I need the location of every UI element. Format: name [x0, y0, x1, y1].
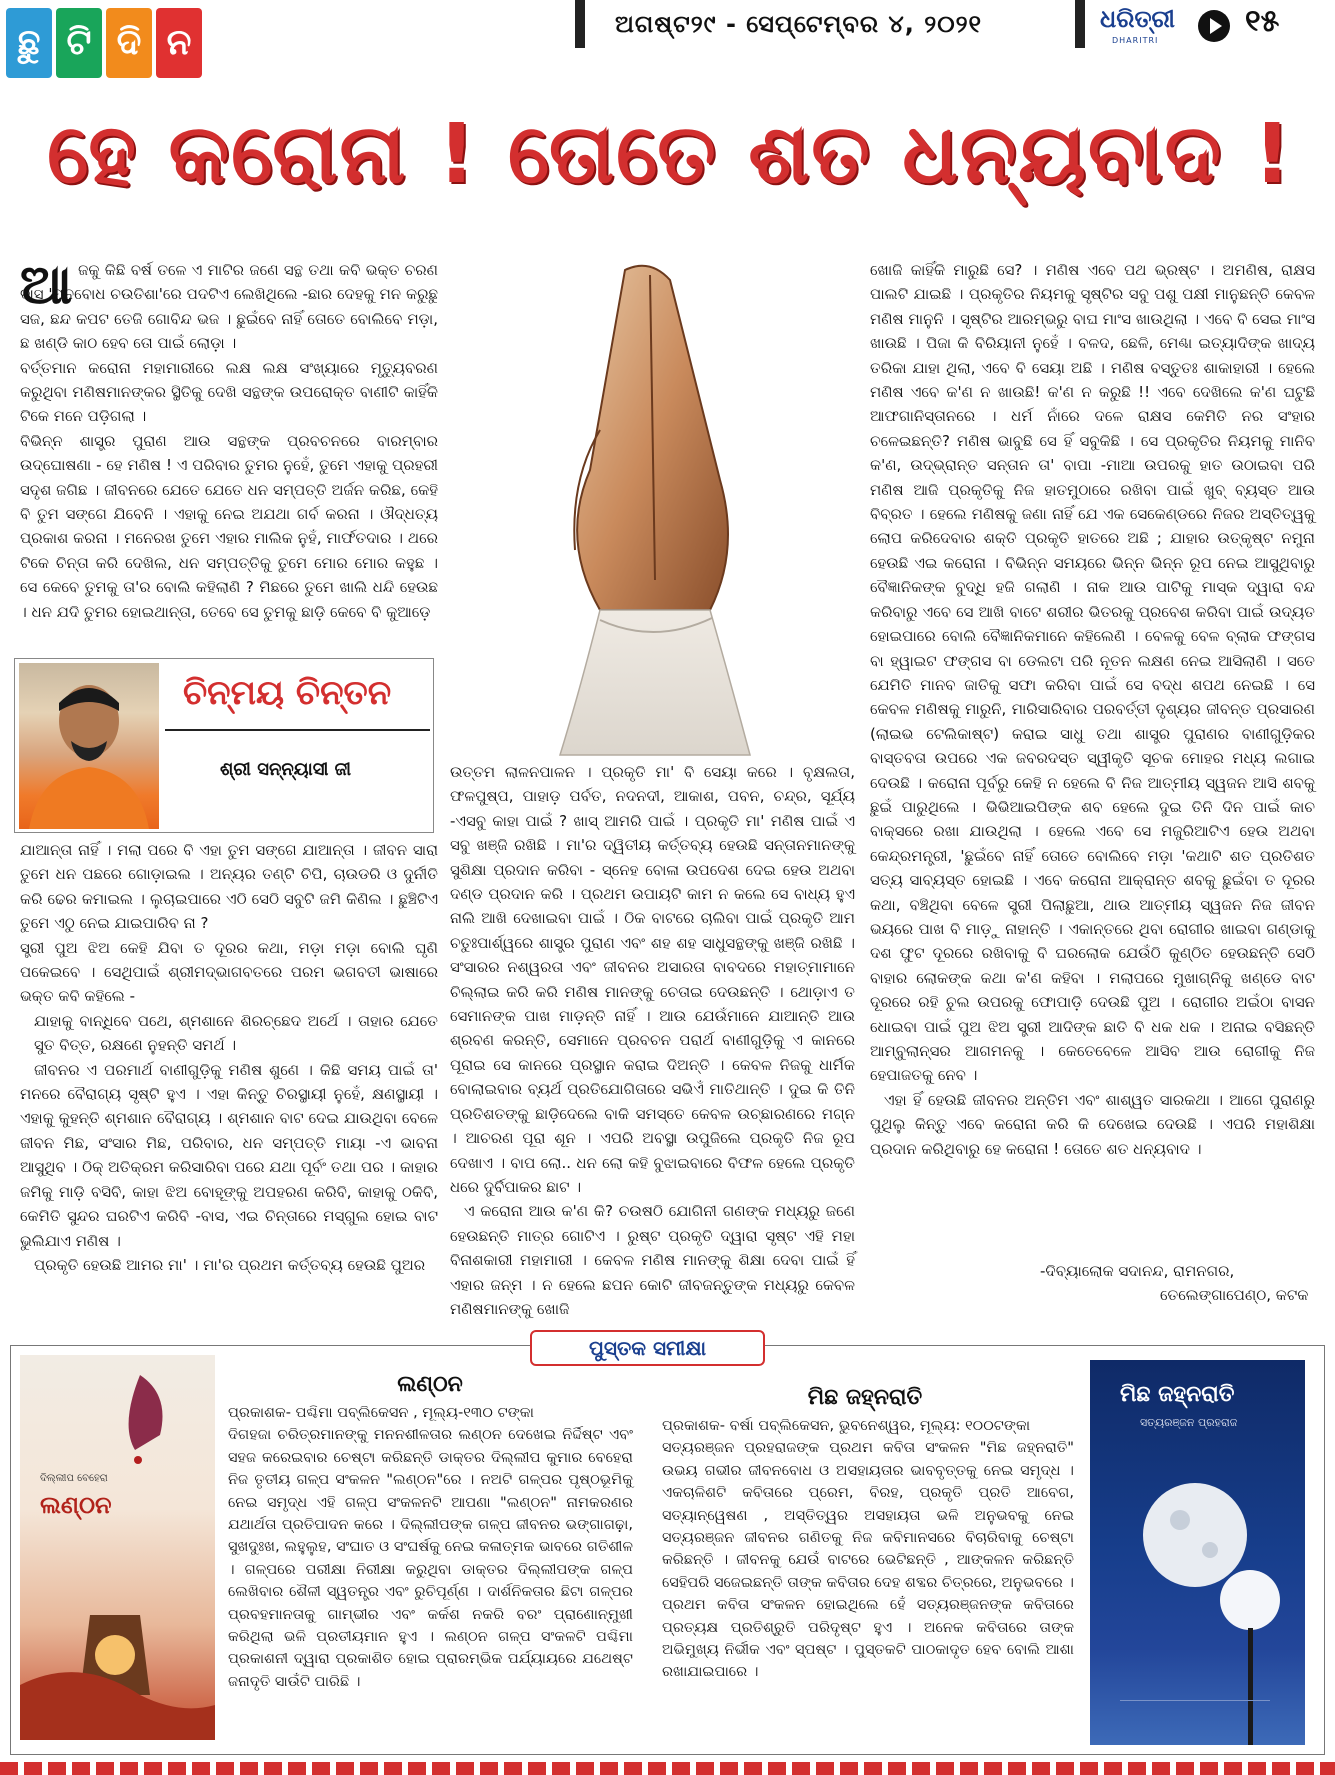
paragraph: ଖୋଜି କାହିଁକି ମାରୁଛି ସେ? । ମଣିଷ ଏବେ ପଥ ଭ୍ରଷ୍ଟ । ଅମଣିଷ, ରାକ୍ଷସ ପାଲଟି ଯାଇଛି । ପ୍ରକୃତିର ନିୟମକୁ ସୃଷ୍ଟିର ସବୁ ପଶୁ ପକ୍ଷୀ ମାନୁଛନ୍ତି କେବଳ ମଣିଷ ମାନୁନି । ସୃଷ୍ଟିର ଆରମ୍ଭରୁ ବାଘ ମାଂସ ଖାଉଥିଲା । ଏବେ ବି ସେଇ ମାଂସ ଖାଉଛି । ପିଜା କି ବିରିୟାନୀ ନୁହେଁ । ବଳଦ, ଛେଳି, ମେଣ୍ଢା ଇତ୍ୟାଦିଙ୍କ ଖାଦ୍ୟ ତରିକା ଯାହା ଥିଲା, ଏବେ ବି ସେୟା ଅଛି । ମଣିଷ ବସ୍ତୁତଃ ଶାକାହାରୀ । ହେଲେ ମଣିଷ ଏବେ କ'ଣ ନ ଖାଉଛି! କ'ଣ ନ କରୁଛି !! ଏବେ ଦେଖିଲେ କ'ଣ ଘଟୁଛି ଆଫଗାନିସ୍ତାନରେ । ଧର୍ମ ନାଁରେ ଦଳେ ରାକ୍ଷସ କେମିତି ନର ସଂହାର ଚଳେଇଛନ୍ତି? ମଣିଷ ଭାବୁଛି ସେ ହିଁ ସବୁକିଛି । ସେ ପ୍ରକୃତିର ନିୟମକୁ ମାନିବ କ'ଣ, ଉଦ୍‌ଭ୍ରାନ୍ତ ସନ୍ତାନ ତା' ବାପା -ମାଆ ଉପରକୁ ହାତ ଉଠାଇବା ପରି ମଣିଷ ଆଜି ପ୍ରକୃତିକୁ ନିଜ ହାତମୁଠାରେ ରଖିବା ପାଇଁ ଖୁବ୍ ବ୍ୟସ୍ତ ଆଉ ବିବ୍ରତ । ହେଲେ ମଣିଷକୁ ଜଣା ନାହିଁ ଯେ ଏକ ସେକେଣ୍ଡରେ ନିଜର ଅସ୍ତିତ୍ୱକୁ ଲୋପ କରିଦେବାର ଶକ୍ତି ପ୍ରକୃତି ହାତରେ ଅଛି ; ଯାହାର ଉତ୍କୃଷ୍ଟ ନମୁନା ହେଉଛି ଏଇ କରୋନା । ବିଭିନ୍ନ ସମୟରେ ଭିନ୍ନ ଭିନ୍ନ ରୂପ ନେଇ ଆସୁଥିବାରୁ ବୈଜ୍ଞାନିକଙ୍କ ବୁଦ୍ଧି ହଜି ଗଲାଣି । ନାକ ଆଉ ପାଟିକୁ ମାସ୍କ ଦ୍ୱାରା ବନ୍ଦ କରିବାରୁ ଏବେ ସେ ଆଖି ବାଟେ ଶରୀର ଭିତରକୁ ପ୍ରବେଶ କରିବା ପାଇଁ ଉଦ୍ୟତ ହୋଇପାରେ ବୋଲି ବୈଜ୍ଞାନିକମାନେ କହିଲେଣି । ବେଳକୁ ବେଳ ବ୍ଲାକ ଫଙ୍ଗସ ବା ହ୍ୱାଇଟ ଫଙ୍ଗସ ବା ଡେଲଟା ପରି ନୂତନ ଲକ୍ଷଣ ନେଇ ଆସିଲାଣି । ସତେ ଯେମିତି ମାନବ ଜାତିକୁ ସଫା କରିବା ପାଇଁ ସେ ବଦ୍ଧ ଶପଥ ନେଇଛି । ସେ କେବଳ ମଣିଷକୁ ମାରୁନି, ମାରିସାରିବାର ପରବର୍ତ୍ତୀ ଦୃଶ୍ୟର ଜୀବନ୍ତ ପ୍ରସାରଣ (ଲାଇଭ ଟେଲିକାଷ୍ଟ) କରାଇ ସାଧୁ ତଥା ଶାସ୍ତ୍ର ପୁରାଣର ବାଣୀଗୁଡ଼ିକର ବାସ୍ତବତା ଉପରେ ଏକ ଜବରଦସ୍ତ ସ୍ୱୀକୃତି ସୂଚକ ମୋହର ମଧ୍ୟ ଲଗାଇ ଦେଉଛି । କରୋନା ପୂର୍ବରୁ କେହି ନ ହେଲେ ବି ନିଜ ଆତ୍ମୀୟ ସ୍ୱଜନ ଆସି ଶବକୁ ଛୁଇଁ ପାରୁଥିଲେ । ଭିଭିଆଇପିଙ୍କ ଶବ ହେଲେ ଦୁଇ ତିନି ଦିନ ପାଇଁ କାଚ ବାକ୍ସରେ ରଖା ଯାଉଥିଲା । ହେଲେ ଏବେ ସେ ମଜୁରିଆଟିଏ ହେଉ ଅଥବା କେନ୍ଦ୍ରମନ୍ତ୍ରୀ, 'ଛୁଇଁବେ ନାହିଁ ତୋତେ ବୋଲିବେ ମଡ଼ା 'କଥାଟି ଶତ ପ୍ରତିଶତ ସତ୍ୟ ସାବ୍ୟସ୍ତ ହୋଇଛି । ଏବେ କରୋନା ଆକ୍ରାନ୍ତ ଶବକୁ ଛୁଇଁବା ତ ଦୂରର କଥା, ବଞ୍ଚିଥିବା ବେଳେ ସ୍ତ୍ରୀ ପିଲାଛୁଆ, ଥାଉ ଆତ୍ମୀୟ ସ୍ୱଜନ ନିଜ ଜୀବନ ଭୟରେ ପାଖ ବି ମାଡ଼ୁ ନାହାନ୍ତି । ଏକାନ୍ତରେ ଥିବା ରୋଗୀର ଖାଇବା ଗଣ୍ଡାକୁ ଦଶ ଫୁଟ ଦୂରରେ ରଖିବାକୁ ବି ଘରଲୋକ ଯେଉଁଠି କୁଣ୍ଠିତ ହେଉଛନ୍ତି ସେଠି ବାହାର ଲୋକଙ୍କ କଥା କ'ଣ କହିବା । ମଲାପରେ ମୁଖାଗ୍ନିକୁ ଖଣ୍ଡେ ବାଟ ଦୂରରେ ରହି ଚୁଲ ଉପରକୁ ଫୋପାଡ଼ି ଦେଉଛି ପୁଅ । ରୋଗୀର ଅଇଁଠା ବାସନ ଧୋଇବା ପାଇଁ ପୁଅ ଝିଅ ସ୍ତ୍ରୀ ଆଦିଙ୍କ ଛାତି ବି ଧକ ଧକ । ଅନାଇ ବସିଛନ୍ତି ଆମ୍ବୁଲାନ୍ସର ଆଗମନକୁ । କେତେବେଳେ ଆସିବ ଆଉ ରୋଗୀକୁ ନିଜ ହେପାଜତକୁ ନେବ ।: [870, 261, 1315, 1085]
article-col1-bottom: [20, 838, 438, 1303]
divider-line: [165, 729, 430, 731]
paragraph: ଯାଆନ୍ତା ନାହିଁ । ମଲା ପରେ ବି ଏହା ତୁମ ସଙ୍ଗେ ଯାଆନ୍ତା । ଜୀବନ ସାରା ତୁମେ ଧନ ପଛରେ ଗୋଡ଼ାଇଲ । ଅନ୍ୟର ତଣ୍ଟି ଚିପି, ଚାଉଡରି ଓ ଦୁର୍ନୀତି କରି ଢେର କମାଇଲ । ଲୁଚାଇପାରେ ଏଠି ସେଠି ସବୁଟି ଜମି କିଣିଲ । ଛୁଞ୍ଚିଟିଏ ତୁମେ ଏଠୁ ନେଇ ଯାଇପାରିବ ନା ?: [20, 841, 438, 933]
article-col2: [450, 760, 855, 1318]
dropcap: ଆ: [20, 253, 73, 316]
book1-title: ଲଣ୍ଠନ: [397, 1372, 463, 1397]
cover-author: ସତ୍ୟରଞ୍ଜନ ପ୍ରହରାଜ: [1140, 1416, 1238, 1429]
book1-publisher: ପ୍ରକାଶକ- ପଶ୍ଚିମା ପବ୍ଲିକେସନ , ମୂଲ୍ୟ-୧୩୦ ଟଙ୍କା: [228, 1404, 534, 1421]
author-photo: [19, 663, 159, 829]
footer-strip: [0, 1762, 1335, 1775]
paragraph: ବର୍ତ୍ତମାନ କରୋନା ମହାମାରୀରେ ଲକ୍ଷ ଲକ୍ଷ ସଂଖ୍ୟାରେ ମୃତ୍ୟୁବରଣ କରୁଥିବା ମଣିଷମାନଙ୍କର ସ୍ଥିତିକୁ ଦେଖି ସନ୍ଥଙ୍କ ଉପରୋକ୍ତ ବାଣୀଟି କାହିଁକି ଟିକେ ମନେ ପଡ଼ିଗଲା ।: [20, 358, 438, 426]
divider-bar: [575, 0, 585, 48]
paragraph: ଜକୁ କିଛି ବର୍ଷ ତଳେ ଏ ମାଟିର ଜଣେ ସନ୍ଥ ତଥା କବି ଭକ୍ତ ଚରଣ ଦାସ 'ମନବୋଧ ଚଉତିଶା'ରେ ପଦଟିଏ ଲେଖିଥିଲେ -ଛାର ଦେହକୁ ମନ କରୁଛୁ ସଜ, ଛନ୍ଦ କପଟ ତେଜି ଗୋବିନ୍ଦ ଭଜ । ଛୁଇଁବେ ନାହିଁ ତୋତେ ବୋଲିବେ ମଡ଼ା, ଛ ଖଣ୍ଡି କାଠ ହେବ ତୋ ପାଇଁ ଲୋଡ଼ା ।: [20, 261, 438, 353]
cover-title: ଲଣ୍ଠନ: [40, 1491, 112, 1519]
book2-text: ସତ୍ୟରଞ୍ଜନ ପ୍ରହରାଜଙ୍କ ପ୍ରଥମ କବିତା ସଂକଳନ "ମିଛ ଜହ୍ନରାତି" ଉଭୟ ଗଭୀର ଜୀବନବୋଧ ଓ ଅସହାୟତାର ଭାବବୃତ୍ତକୁ ନେଇ ସମୃଦ୍ଧ । ଏକଚାଳିଶଟି କବିତାରେ ପ୍ରେମ, ବିରହ, ପ୍ରକୃତି ପ୍ରତି ଆବେଗ, ସତ୍ୟାନ୍ୱେଷଣ , ଅସ୍ତିତ୍ୱର ଅସହାୟତା ଭଳି ଅନୁଭବକୁ ନେଇ ସତ୍ୟରଞ୍ଜନ ଜୀବନର ଗଣିତକୁ ନିଜ କବିମାନସରେ ବିଚାରିବାକୁ ଚେଷ୍ଟା କରିଛନ୍ତି । ଜୀବନକୁ ଯେଉଁ ବାଟରେ ଭେଟିଛନ୍ତି , ଆଙ୍କଳନ କରିଛନ୍ତି ସେହିପରି ସଜେଇଛନ୍ତି ତାଙ୍କ କବିତାର ଦେହ ଶବ୍ଦର ଚିତ୍ରରେ, ଅନୁଭବରେ । ପ୍ରଥମ କବିତା ସଂକଳନ ହୋଇଥିଲେ ହେଁ ସତ୍ୟରଞ୍ଜନଙ୍କ କବିତାରେ ପ୍ରତ୍ୟକ୍ଷ ପ୍ରତିଶ୍ରୁତି ପରିଦୃଷ୍ଟ ହୁଏ । ଅନେକ କବିତାରେ ତାଙ୍କ ଅଭିମୁଖ୍ୟ ନିର୍ଭୀକ ଏବଂ ସ୍ପଷ୍ଟ । ପୁସ୍ତକଟି ପାଠକାଦୃତ ହେବ ବୋଲି ଆଶା ରଖାଯାଇପାରେ ।: [662, 1439, 1074, 1681]
masthead: [0, 0, 1335, 82]
book1-review: [228, 1402, 633, 1747]
headline: ହେ କରୋନା ! ତୋତେ ଶତ ଧନ୍ୟବାଦ !: [47, 107, 1293, 202]
article-col1-top: [20, 253, 438, 653]
newspaper-logo: ଧରିତ୍ରୀ: [1100, 4, 1175, 33]
book2-title: ମିଛ ଜହ୍ନରାତି: [807, 1385, 923, 1410]
paragraph: ଏହା ହିଁ ହେଉଛି ଜୀବନର ଅନ୍ତିମ ଏବଂ ଶାଶ୍ୱତ ସାରକଥା । ଆଗେ ପୁରାଣରୁ ପୁଥିଲୁ କିନ୍ତୁ ଏବେ କରୋନା କରି କି ଦେଖେଇ ଦେଉଛି । ଏପରି ମହାଶିକ୍ଷା ପ୍ରଦାନ କରିଥିବାରୁ ହେ କରୋନା ! ତୋତେ ଶତ ଧନ୍ୟବାଦ ।: [870, 1090, 1315, 1158]
column-title: ଚିନ୍ମୟ ଚିନ୍ତନ: [183, 673, 392, 713]
byline: -ଦିବ୍ୟାଲୋକ ସଦାନନ୍ଦ, ରାମନଗର,: [1040, 1262, 1235, 1280]
issue-date: ଅଗଷ୍ଟ୨୯ - ସେପ୍ଟେମ୍ବର ୪, ୨୦୨୧: [615, 10, 983, 38]
verse: ଯାହାକୁ ବାନ୍ଧିବେ ପଥେ, ଶ୍ମଶାନେ ଶିରଚ୍ଛେଦ ଅର୍ଥେ । ତାହାର ଯେତେ ସୁତ ବିତ୍ତ, ରକ୍ଷଣେ ନୁହନ୍ତି ସମର୍ଥ ।: [34, 1011, 438, 1055]
paragraph: ପ୍ରକୃତି ହେଉଛି ଆମର ମା' । ମା'ର ପ୍ରଥମ କର୍ତ୍ତବ୍ୟ ହେଉଛି ପୁଅର: [34, 1255, 426, 1274]
book-cover-lanthan: [20, 1355, 215, 1740]
book-cover-michha-jahnarati: [1090, 1360, 1305, 1745]
paragraph: ଉତ୍ତମ ଲାଳନପାଳନ । ପ୍ରକୃତି ମା' ବି ସେୟା କରେ । ବୃକ୍ଷଲତା, ଫଳପୁଷ୍ପ, ପାହାଡ଼ ପର୍ବତ, ନଦନଦୀ, ଆକାଶ, ପବନ, ଚନ୍ଦ୍ର, ସୂର୍ଯ୍ୟ -ଏସବୁ କାହା ପାଇଁ ? ଖାସ୍ ଆମରି ପାଇଁ । ପ୍ରକୃତି ମା' ମଣିଷ ପାଇଁ ଏ ସବୁ ଖଞ୍ଜି ରଖିଛି । ମା'ର ଦ୍ୱିତୀୟ କର୍ତ୍ତବ୍ୟ ହେଉଛି ସନ୍ତାନମାନଙ୍କୁ ସୁଶିକ୍ଷା ପ୍ରଦାନ କରିବା - ସ୍ନେହ ବୋଳା ଉପଦେଶ ଦେଇ ହେଉ ଅଥବା ଦଣ୍ଡ ପ୍ରଦାନ କରି । ପ୍ରଥମ ଉପାୟଟି କାମ ନ କଲେ ସେ ବାଧ୍ୟ ହୁଏ ନାଲି ଆଖି ଦେଖାଇବା ପାଇଁ । ଠିକ ବାଟରେ ଚାଲିବା ପାଇଁ ପ୍ରକୃତି ଆମ ଚତୁଃପାର୍ଶ୍ୱରେ ଶାସ୍ତ୍ର ପୁରାଣ ଏବଂ ଶହ ଶହ ସାଧୁସନ୍ଥଙ୍କୁ ଖଞ୍ଜି ରଖିଛି । ସଂସାରର ନଶ୍ୱରତା ଏବଂ ଜୀବନର ଅସାରତା ବାବଦରେ ମହାତ୍ମାମାନେ ଚିଲ୍ଲାଇ କରି କରି ମଣିଷ ମାନଙ୍କୁ ଚେତାଇ ଦେଉଛନ୍ତି । ଥୋଡ଼ାଏ ତ ସେମାନଙ୍କ ପାଖ ମାଡ଼ନ୍ତି ନାହିଁ । ଆଉ ଯେଉଁମାନେ ଯାଆନ୍ତି ଆଉ ଶ୍ରବଣ କରନ୍ତି, ସେମାନେ ପ୍ରବଚନ ପରାର୍ଥ ବାଣୀଗୁଡ଼ିକୁ ଏ କାନରେ ପୂରାଇ ସେ କାନରେ ପ୍ରସ୍ଥାନ କରାଇ ଦିଅନ୍ତି । କେବଳ ନିଜକୁ ଧାର୍ମିକ ବୋଲାଇବାର ବ୍ୟର୍ଥ ପ୍ରତିଯୋଗିତାରେ ସଭିଏଁ ମାତିଥାନ୍ତି । ଦୁଇ କି ତିନି ପ୍ରତିଶତଙ୍କୁ ଛାଡ଼ିଦେଲେ ବାକି ସମସ୍ତେ କେବଳ ଉଚ୍ଛାରଣରେ ମଗ୍ନ । ଆଚରଣ ପୂରା ଶୂନ । ଏପରି ଅବସ୍ଥା ଉପୁଜିଲେ ପ୍ରକୃତି ନିଜ ରୂପ ଦେଖାଏ । ବାପ ଲୋ.. ଧନ ଲୋ କହି ବୁଝାଇବାରେ ବିଫଳ ହେଲେ ପ୍ରକୃତି ଧରେ ଦୁର୍ବିପାକର ଛାଟ ।: [450, 763, 855, 1196]
book-review-title: ପୁସ୍ତକ ସମୀକ୍ଷା: [530, 1330, 765, 1366]
paragraph: ଜୀବନର ଏ ପରମାର୍ଥ ବାଣୀଗୁଡ଼ିକୁ ମଣିଷ ଶୁଣେ । କିଛି ସମୟ ପାଇଁ ତା' ମନରେ ବୈରାଗ୍ୟ ସୃଷ୍ଟି ହୁଏ । ଏହା କିନ୍ତୁ ଚିରସ୍ଥାୟୀ ନୁହେଁ, କ୍ଷଣସ୍ଥାୟୀ । ଏହାକୁ କୁହନ୍ତି ଶ୍ମଶାନ ବୈରାଗ୍ୟ । ଶ୍ମଶାନ ବାଟ ଦେଇ ଯାଉଥିବା ବେଳେ ଜୀବନ ମିଛ, ସଂସାର ମିଛ, ପରିବାର, ଧନ ସମ୍ପତ୍ତି ମାୟା -ଏ ଭାବନା ଆସୁଥିବ । ଠିକ୍ ଅତିକ୍ରମ କରିସାରିବା ପରେ ଯଥା ପୂର୍ବଂ ତଥା ପର । କାହାର ଜମିକୁ ମାଡ଼ି ବସିବି, କାହା ଝିଅ ବୋହୂଙ୍କୁ ଅପହରଣ କରିବି, କାହାକୁ ଠକିବି, କେମିତି ସୁନ୍ଦର ଘରଟିଏ କରିବି -ବାସ, ଏଇ ଚିନ୍ତାରେ ମସ୍‌ଗୁଲ ହୋଇ ବାଟ ଭୁଲିଯାଏ ମଣିଷ ।: [20, 1060, 438, 1250]
newspaper-logo-sub: DHARITRI: [1112, 36, 1159, 45]
byline-location: ତେଲେଙ୍ଗାପେଣ୍ଠ, କଟକ: [1160, 1286, 1309, 1304]
book2-review: [662, 1415, 1074, 1750]
book2-publisher: ପ୍ରକାଶକ- ବର୍ଷା ପବ୍ଲିକେସନ, ଭୁବନେଶ୍ୱର, ମୂଲ୍ୟ: ୧୦୦ଟଙ୍କା: [662, 1417, 1031, 1434]
praying-hands-image: [450, 250, 850, 755]
article-col3: [870, 258, 1315, 1258]
cover-title: ମିଛ ଜହ୍ନରାତି: [1120, 1382, 1235, 1407]
section-letter-2: ଟି: [56, 8, 102, 78]
divider-bar: [1075, 0, 1085, 48]
author-box: [14, 658, 434, 833]
page-number: ୧୫: [1245, 4, 1280, 39]
section-letter-4: ନ: [156, 8, 202, 78]
paragraph: ବିଭିନ୍ନ ଶାସ୍ତ୍ର ପୁରାଣ ଆଉ ସନ୍ଥଙ୍କ ପ୍ରବଚନରେ ବାରମ୍ବାର ଉଦ୍‌ଘୋଷଣା - ହେ ମଣିଷ ! ଏ ପରିବାର ତୁମର ନୁହେଁ, ତୁମେ ଏହାକୁ ପ୍ରହରୀ ସଦୃଶ ଜଗିଛ । ଜୀବନରେ ଯେତେ ଯେତେ ଧନ ସମ୍ପତ୍ତି ଅର୍ଜନ କରିଛ, କେହି ବି ତୁମ ସଙ୍ଗେ ଯିବେନି । ଏହାକୁ ନେଇ ଅଯଥା ଗର୍ବ କରନା । ଔଦ୍ଧତ୍ୟ ପ୍ରକାଶ କରନା । ମନେରଖ ତୁମେ ଏହାର ମାଲିକ ନୁହଁ, ମାର୍ଫତଦାର । ଥରେ ଟିକେ ଚିନ୍ତା କରି ଦେଖିଲ, ଧନ ସମ୍ପତ୍ତିକୁ ତୁମେ ମୋର ମୋର କହୁଛ । ସେ କେବେ ତୁମକୁ ତା'ର ବୋଲି କହିଲାଣି ? ମିଛରେ ତୁମେ ଖାଲି ଧନ୍ଦି ହେଉଛ । ଧନ ଯଦି ତୁମର ହୋଇଥାନ୍ତା, ତେବେ ସେ ତୁମକୁ ଛାଡ଼ି କେବେ ବି କୁଆଡ଼େ: [20, 431, 438, 621]
section-letter-1: ଛୁ: [6, 8, 52, 78]
play-icon: [1198, 10, 1230, 42]
section-letter-3: ଦି: [106, 8, 152, 78]
cover-author: ଦିଲ୍ଲୀପ ବେହେରା: [40, 1473, 108, 1484]
paragraph: ସ୍ତ୍ରୀ ପୁଅ ଝିଅ କେହି ଯିବା ତ ଦୂରର କଥା, ମଡ଼ା ମଡ଼ା ବୋଲି ଘୃଣି ପକେଇବେ । ସେଥିପାଇଁ ଶ୍ରୀମଦ୍‌ଭାଗବତରେ ପରମ ଭଗବତୀ ଭାଷାରେ ଭକ୍ତ କବି କହିଲେ -: [20, 938, 438, 1006]
book1-text: ଦିଗହଜା ଚରିତ୍ରମାନଙ୍କୁ ମନନଶୀଳତାର ଲଣ୍ଠନ ଦେଖେଇ ନିର୍ଦ୍ଦିଷ୍ଟ ଏବଂ ସହଜ କରେଇବାର ଚେଷ୍ଟା କରିଛନ୍ତି ଡାକ୍ତର ଦିଲ୍ଲୀପ କୁମାର ବେହେରା ନିଜ ତୃତୀୟ ଗଳ୍ପ ସଂକଳନ "ଲଣ୍ଠନ"ରେ । ନଅଟି ଗଳ୍ପର ପୃଷ୍ଠଭୂମିକୁ ନେଇ ସମୃଦ୍ଧ ଏହି ଗଳ୍ପ ସଂକଳନଟି ଆପଣା "ଲଣ୍ଠନ" ନାମକରଣର ଯଥାର୍ଥତା ପ୍ରତିପାଦନ କରେ । ଦିଲ୍ଲୀପଙ୍କ ଗଳ୍ପ ଜୀବନର ଭଙ୍ଗାଗଢ଼ା, ସୁଖଦୁଃଖ, ଲହୁଲୁହ, ସଂଘାତ ଓ ସଂଘର୍ଷକୁ ନେଇ କଳାତ୍ମକ ଭାବରେ ଗତିଶୀଳ । ଗଳ୍ପରେ ପରୀକ୍ଷା ନିରୀକ୍ଷା କରୁଥିବା ଡାକ୍ତର ଦିଲ୍ଲୀପଙ୍କ ଗଳ୍ପ ଲେଖିବାର ଶୈଳୀ ସ୍ୱତନ୍ତ୍ର ଏବଂ ରୁଚିପୂର୍ଣ୍ଣ । ଦାର୍ଶନିକତାର ଛିଟା ଗଳ୍ପର ପ୍ରବହମାନତାକୁ ଗାମ୍ଭୀର ଏବଂ କର୍କଶ ନକରି ବରଂ ପ୍ରାଣୋନ୍ମୁଖୀ କରିଥିଲା ଭଳି ପ୍ରତୀୟମାନ ହୁଏ । ଲଣ୍ଠନ ଗଳ୍ପ ସଂକଳଟି ପଶ୍ଚିମା ପ୍ରକାଶନୀ ଦ୍ୱାରା ପ୍ରକାଶିତ ହୋଇ ପ୍ରାରମ୍ଭିକ ପର୍ଯ୍ୟାୟରେ ଯଥେଷ୍ଟ ଜନାଦୃତି ସାଉଁଟି ପାରିଛି ।: [228, 1426, 633, 1690]
paragraph: ଏ କରୋନା ଆଉ କ'ଣ କି? ଚଉଷଠି ଯୋଗିନୀ ଗଣଙ୍କ ମଧ୍ୟରୁ ଜଣେ ହେଉଛନ୍ତି ମାତ୍ର ଗୋଟିଏ । ରୁଷ୍ଟ ପ୍ରକୃତି ଦ୍ୱାରା ସୃଷ୍ଟ ଏହି ମହା ବିନାଶକାରୀ ମହାମାରୀ । କେବଳ ମଣିଷ ମାନଙ୍କୁ ଶିକ୍ଷା ଦେବା ପାଇଁ ହିଁ ଏହାର ଜନ୍ମ । ନ ହେଲେ ଛପନ କୋଟି ଜୀବଜନ୍ତୁଙ୍କ ମଧ୍ୟରୁ କେବଳ ମଣିଷମାନଙ୍କୁ ଖୋଜି: [450, 1202, 855, 1318]
author-name: ଶ୍ରୀ ସନ୍ନ୍ୟାସୀ ଜୀ: [220, 759, 352, 780]
